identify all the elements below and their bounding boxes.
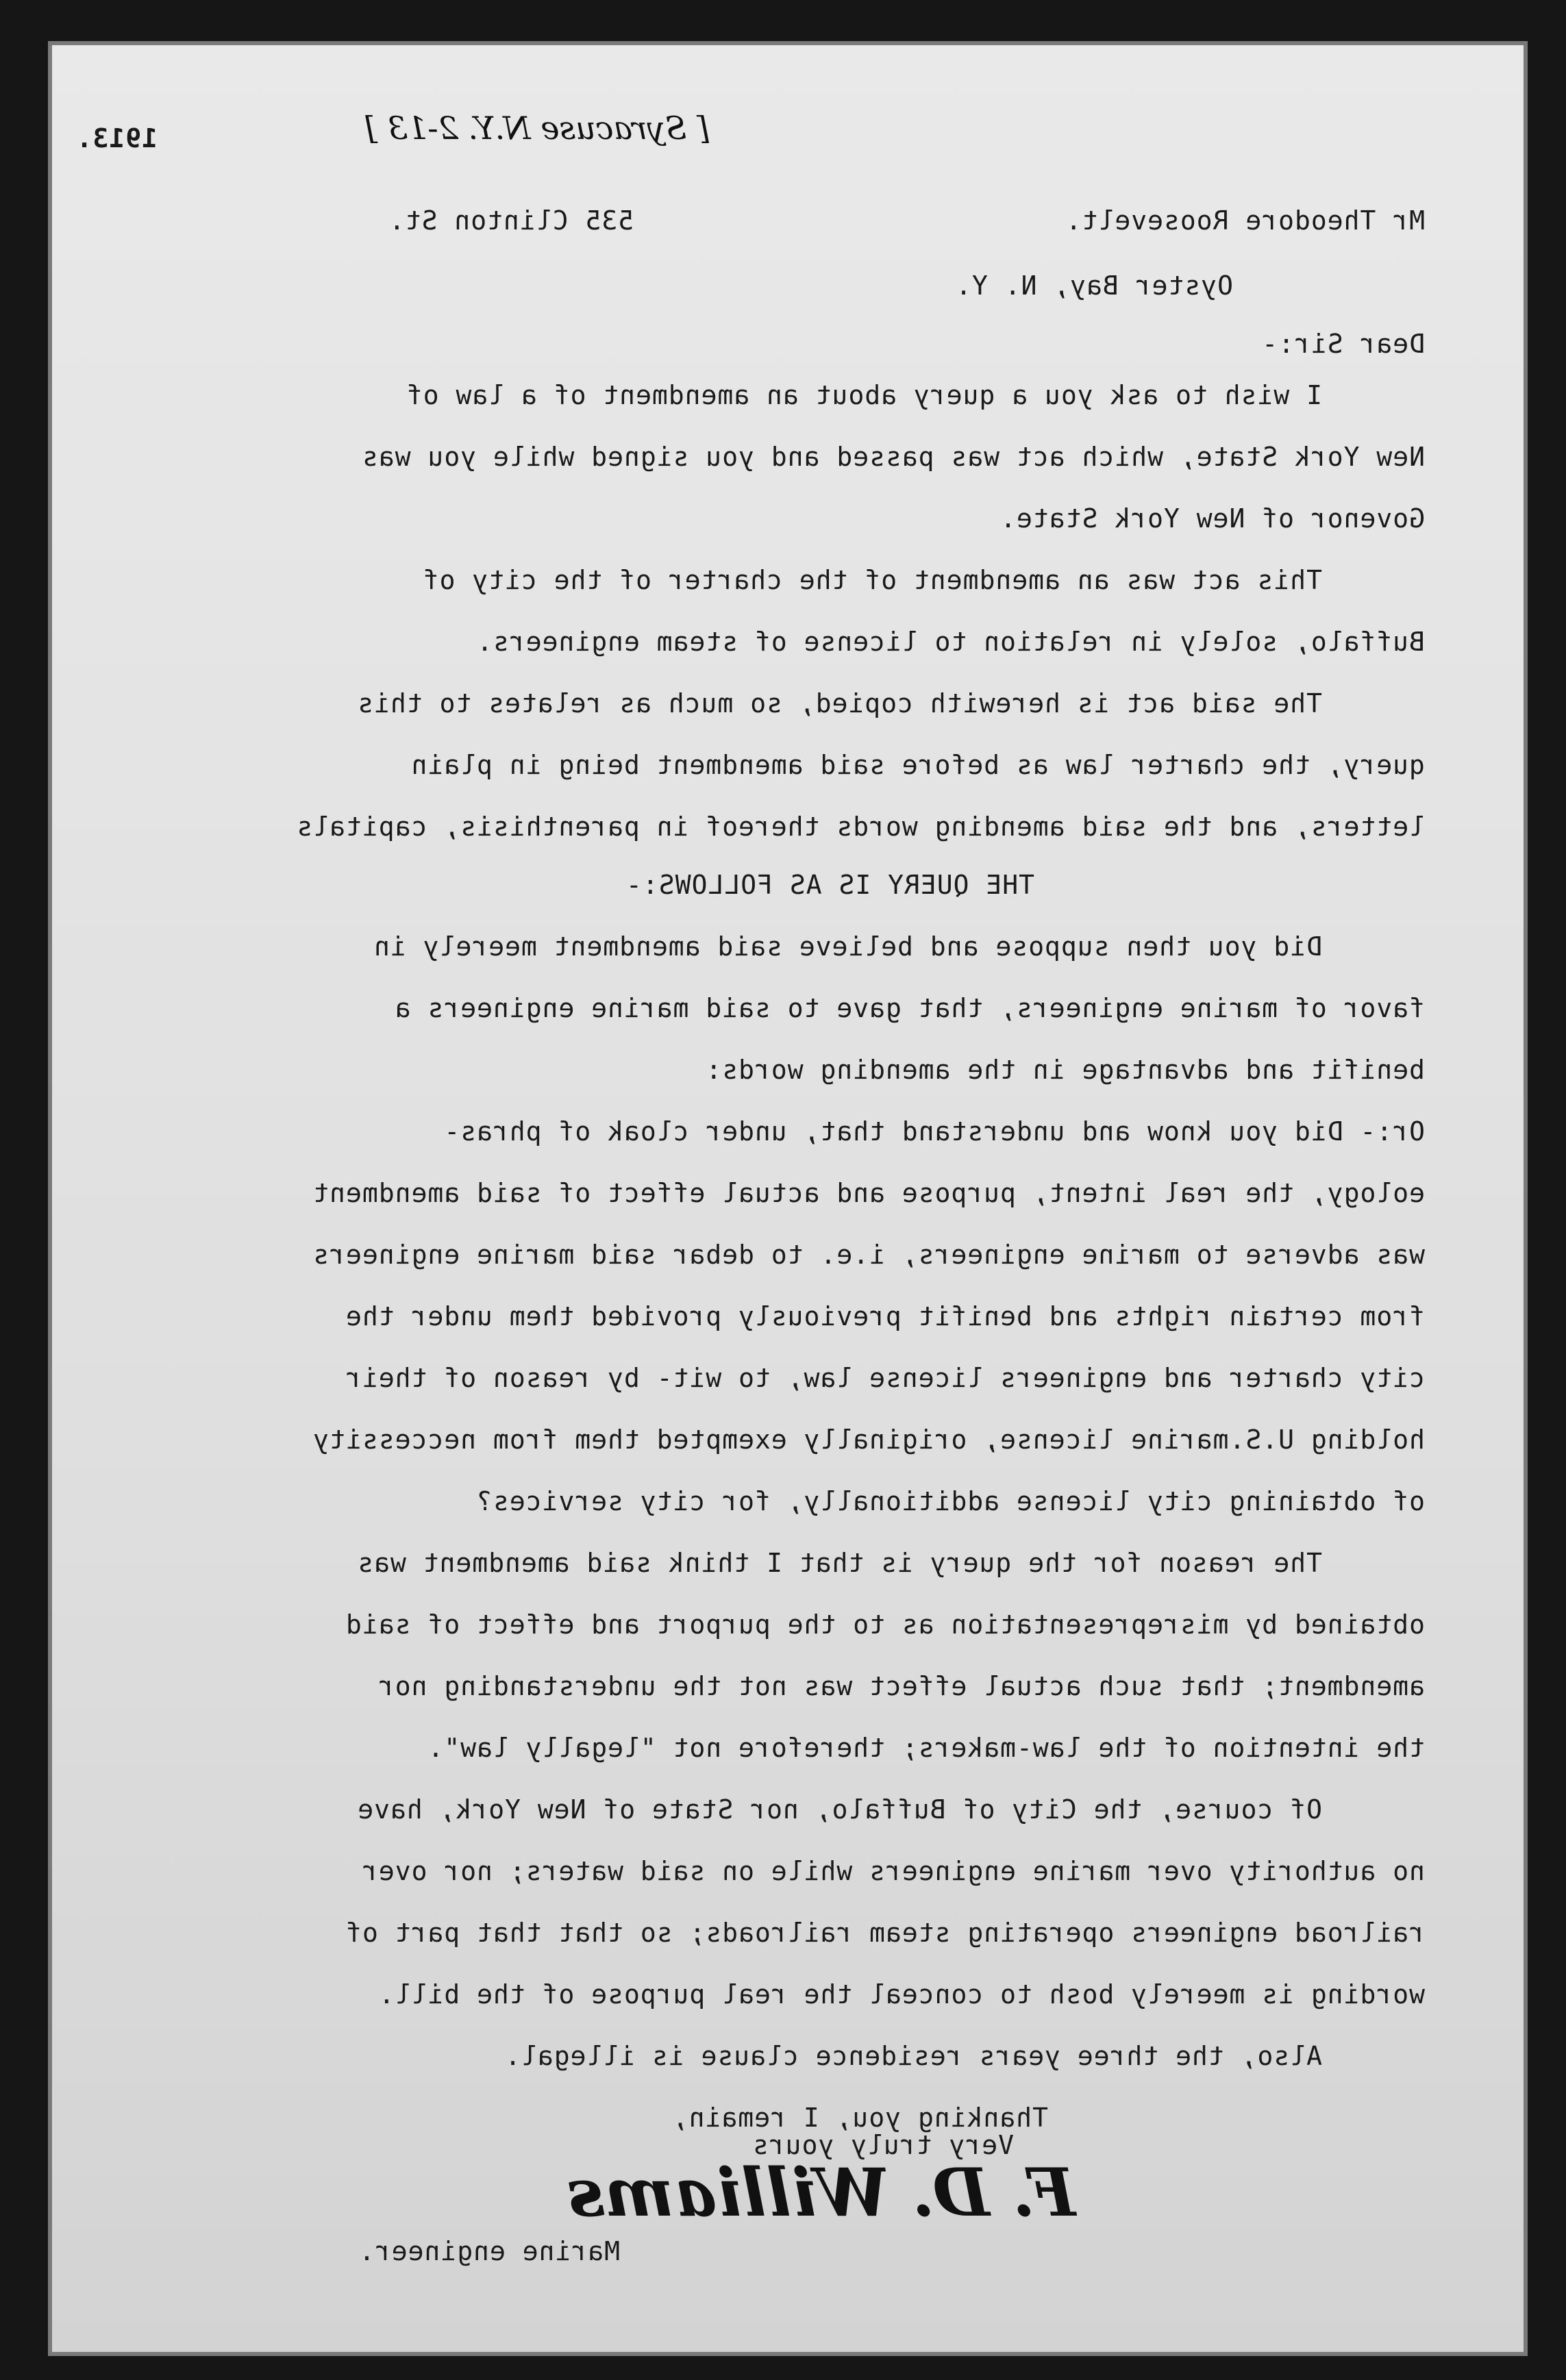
recipient-city: Oyster Bay, N. Y.	[955, 271, 1233, 301]
handwritten-annotation: [ Syracuse N.Y. 2-13 ]	[365, 110, 709, 147]
letter-date: 1913.	[75, 123, 158, 153]
closing-valediction: Very truly yours	[751, 2130, 1014, 2160]
body-line: obtained by misrepresentation as to the purport and effect of said	[345, 1609, 1425, 1640]
body-line: The said act is herewith copied, so much as relates to this	[357, 688, 1322, 718]
body-line: benifit and advantage in the amending words:	[705, 1055, 1425, 1085]
body-line: Govenor of New York State.	[999, 503, 1425, 534]
recipient-name: Mr Theodore Roosevelt.	[1065, 205, 1425, 236]
body-line: amendment; that such actual effect was not the understanding nor	[377, 1671, 1425, 1701]
body-line: Of course, the City of Buffalo, nor State of New York, have	[357, 1794, 1322, 1825]
signer-title: Marine engineer.	[358, 2236, 620, 2266]
body-line: wording is meerely bosh to conceal the real purpose of the bill.	[377, 1979, 1425, 2009]
closing-thanks: Thanking you, I remain,	[671, 2103, 1048, 2133]
salutation: Dear Sir:-	[1261, 329, 1425, 359]
body-line: of obtaining city license additionally, for city services?	[476, 1486, 1425, 1516]
body-line: letters, and the said amending words thereof in parenthisis, capitals	[296, 812, 1425, 842]
body-line: Did you then suppose and believe said amendment meerely in	[373, 931, 1322, 962]
query-heading: THE QUERY IS AS FOLLOWS:-	[625, 870, 1034, 900]
body-line: Buffalo, solely in relation to license of steam engineers.	[476, 627, 1425, 657]
body-line: was adverse to marine engineers, i.e. to debar said marine engineers	[312, 1240, 1425, 1270]
body-line: holding U.S.marine license, originally exempted them from neccessity	[312, 1425, 1425, 1455]
body-line: This act was an amendment of the charter of the city of	[422, 565, 1322, 595]
body-line: query, the charter law as before said amendment being in plain	[410, 750, 1425, 780]
body-line: I wish to ask you a query about an amendment of a law of	[406, 380, 1322, 410]
body-line: New York State, which act was passed and you signed while you was	[361, 442, 1425, 472]
body-line: railroad engineers operating steam railroads; so that that part of	[345, 1918, 1425, 1948]
body-line: no authority over marine engineers while on said waters; nor over	[361, 1856, 1425, 1886]
mirrored-letter	[48, 41, 1528, 2356]
body-line: eology, the real intent, purpose and actual effect of said amendment	[312, 1178, 1425, 1208]
document-page	[48, 41, 1528, 2356]
body-line: from certain rights and benifit previously provided them under the	[345, 1301, 1425, 1331]
body-line: The reason for the query is that I think said amendment was	[357, 1548, 1322, 1578]
body-line: city charter and engineers license law, to wit- by reason of their	[345, 1363, 1425, 1393]
body-line: favor of marine engineers, that gave to said marine engineers a	[394, 993, 1425, 1023]
recipient-street: 535 Clinton St.	[388, 205, 634, 236]
body-line: Or:- Did you know and understand that, under cloak of phras-	[443, 1116, 1425, 1147]
signature: F. D. Williams	[567, 2154, 1076, 2231]
body-line: the intention of the law-makers; therefore not "legally law".	[427, 1733, 1425, 1763]
body-line: Also, the three years residence clause is illegal.	[504, 2041, 1322, 2071]
